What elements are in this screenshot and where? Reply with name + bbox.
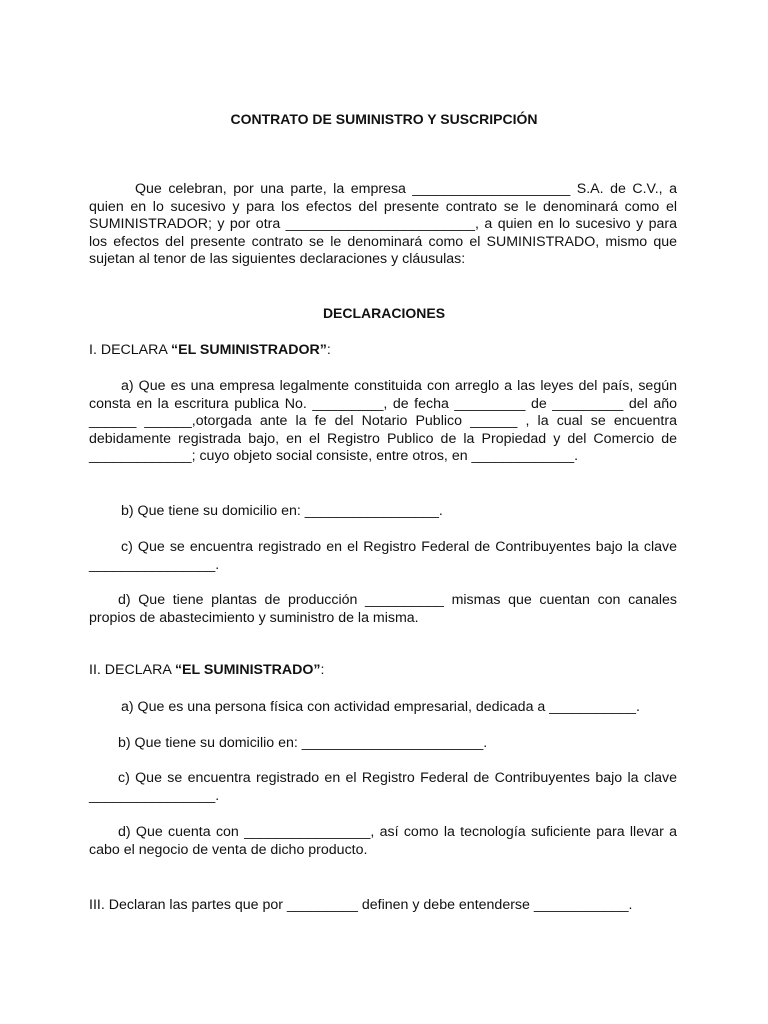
section-2-clause-b: b) Que tiene su domicilio en: _______________________.	[118, 735, 488, 751]
section-1-clause-d: d) Que tiene plantas de producción __________ mismas que cuentan con canales propios de abastecimiento y suministro de la misma.	[89, 592, 677, 626]
section-2-heading	[89, 662, 324, 680]
document-title: CONTRATO DE SUMINISTRO Y SUSCRIPCIÓN	[230, 111, 538, 127]
section-1-prefix: I. DECLARA	[89, 342, 172, 358]
intro-paragraph: Que celebran, por una parte, la empresa ____________________ S.A. de C.V., a quien en lo sucesivo y para los efectos del presente contrato se le denominará como el SUMINISTRADOR; y por otra ________________________, a quien en lo sucesivo y para los efectos del presente contrato se le denominará como el SUMINISTRADO, mismo que sujetan al tenor de las siguientes declaraciones y cláusulas:	[89, 181, 677, 268]
section-2-clause-d: d) Que cuenta con ________________, así como la tecnología suficiente para llevar a cabo el negocio de venta de dicho producto.	[89, 824, 677, 858]
section-2-clause-a: a) Que es una persona física con actividad empresarial, dedicada a ___________.	[121, 699, 640, 715]
section-2-party: “EL SUMINISTRADO”	[174, 662, 321, 678]
section-1-suffix: :	[326, 342, 331, 358]
section-1-heading	[89, 342, 331, 360]
declaraciones-heading: DECLARACIONES	[322, 305, 446, 321]
section-1-clause-c: c) Que se encuentra registrado en el Registro Federal de Contribuyentes bajo la clave ________________.	[89, 539, 677, 573]
section-2-clause-c: c) Que se encuentra registrado en el Registro Federal de Contribuyentes bajo la clave ________________.	[89, 770, 677, 804]
section-1-party: “EL SUMINISTRADOR”	[171, 342, 327, 358]
section-1-clause-b: b) Que tiene su domicilio en: _________________.	[121, 503, 443, 519]
section-3-paragraph: III. Declaran las partes que por _________ definen y debe entenderse ____________.	[89, 897, 633, 913]
section-1-clause-a: a) Que es una empresa legalmente constituida con arreglo a las leyes del país, según consta en la escritura publica No. _________, de fecha _________ de _________ del año ______ ______,otorgada ante la fe del Notario Publico ______ , la cual se encuentra debidamente registrada bajo, en el Registro Publico de la Propiedad y del Comercio de _____________; cuyo objeto social consiste, entre otros, en _____________.	[89, 378, 677, 465]
section-2-prefix: II. DECLARA	[89, 662, 175, 678]
section-2-suffix: :	[320, 662, 325, 678]
